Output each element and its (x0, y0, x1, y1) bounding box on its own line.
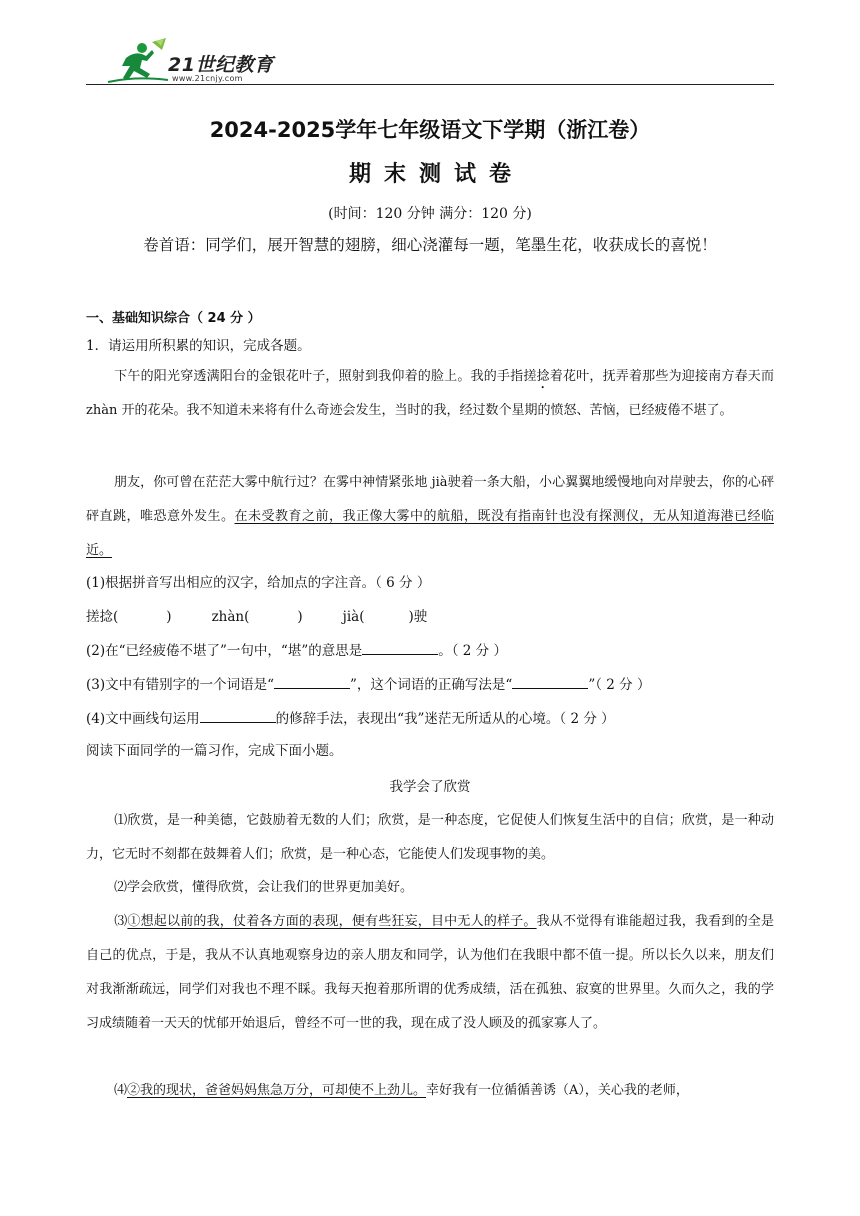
essay-text: 我从不觉得有谁能超过我，我看到的全是自己的优点，于是，我从不认真地观察身边的亲人朋友和同学，认为他们在我眼中都不值一提。所以长久以来，朋友们对我渐渐疏远，同学们对我也不理不睬。我每天抱着那所谓的优秀成绩，活在孤独、寂寞的世界里。久而久之，我的学习成绩随着一天天的忧郁开始退后，曾经不可一世的我，现在成了没人顾及的孤家寡人了。 (86, 914, 774, 1031)
passage-paragraph-2 (86, 466, 774, 568)
answer-blank[interactable] (512, 674, 588, 689)
sub-question-text: ”（ 2 分 ） (588, 677, 651, 693)
time-info: (时间：120 分钟 满分：120 分) (328, 206, 532, 222)
section-heading: 一、基础知识综合（ 24 分 ） (86, 311, 261, 326)
essay-text: 幸好我有一位循循善诱（A），关心我的老师， (426, 1083, 689, 1098)
answer-slot-b: zhàn( (211, 609, 250, 625)
sub-question-text: (2)在“已经疲倦不堪了”一句中，“堪”的意思是 (86, 643, 363, 659)
dotted-char: 捻 (536, 369, 550, 384)
essay-text: ⑵学会欣赏，懂得欣赏，会让我们的世界更加美好。 (114, 880, 414, 895)
exam-title: 2024-2025学年七年级语文下学期（浙江卷） (209, 118, 651, 142)
answer-slot-a: 搓捻( (86, 609, 119, 625)
sub-question-text: (3)文中有错别字的一个词语是“ (86, 677, 275, 693)
passage-text: 着花叶，抚弄着那些为迎接南方春天而 zhàn 开的花朵。我不知道未来将有什么奇迹会发生，当时的我，经过数个星期的愤怒、苦恼，已经疲倦不堪了。 (86, 369, 774, 418)
document-page (86, 0, 774, 1216)
passage-text: 朋友，你可曾在茫茫大雾中航行过？在雾中神情紧张地 jià驶着一条大船，小心翼翼地缓慢地向对岸驶去，你的心砰砰直跳，唯恐意外发生。 (86, 475, 774, 524)
passage-paragraph-1 (86, 360, 774, 428)
pinyin-answer-row (86, 607, 774, 627)
sub-question-2 (86, 640, 774, 661)
answer-slot-c: jià( (342, 609, 365, 625)
reading-intro: 阅读下面同学的一篇习作，完成下面小题。 (86, 743, 343, 759)
paren: ) (297, 609, 303, 625)
brand-name: 21世纪教育 (168, 54, 274, 76)
answer-blank[interactable] (274, 674, 350, 689)
underlined-sentence: 在未受教育之前，我正像大雾中的航船，既没有指南针也没有探测仪，无从知道海港已经临近。 (86, 509, 774, 558)
sub-question-3 (86, 674, 774, 695)
sub-question-text: 。（ 2 分 ） (438, 643, 507, 659)
brand-url: www.21cnjy.com (172, 74, 243, 83)
answer-blank[interactable] (362, 640, 438, 655)
exam-subtitle: 期末测试卷 (348, 162, 524, 187)
header-divider (86, 84, 774, 85)
brand-logo (106, 36, 276, 86)
question-1: 1．请运用所积累的知识，完成各题。 (86, 338, 311, 354)
sub-question-text: (4)文中画线句运用 (86, 711, 200, 727)
sub-question-4 (86, 708, 774, 729)
essay-title: 我学会了欣赏 (389, 779, 471, 795)
essay-paragraph-3 (86, 905, 774, 1041)
paragraph-number: ⑶ (114, 914, 128, 929)
essay-paragraph-4 (86, 1074, 774, 1108)
underlined-sentence: ①想起以前的我，仗着各方面的表现，便有些狂妄，目中无人的样子。 (127, 914, 537, 929)
paren: ) (166, 609, 172, 625)
essay-text: ⑴欣赏，是一种美德，它鼓励着无数的人们；欣赏，是一种态度，它促使人们恢复生活中的自信；欣赏，是一种动力，它无时不刻都在鼓舞着人们；欣赏，是一种心态，它能使人们发现事物的美。 (86, 813, 774, 862)
underlined-sentence: ②我的现状，爸爸妈妈焦急万分，可却使不上劲儿。 (127, 1083, 427, 1098)
paragraph-number: ⑷ (114, 1083, 128, 1098)
sub-question-text: 的修辞手法，表现出“我”迷茫无所适从的心境。（ 2 分 ） (275, 711, 615, 727)
sub-question-text: ”，这个词语的正确写法是“ (350, 677, 513, 693)
essay-paragraph-1 (86, 804, 774, 872)
sub-question-1: (1)根据拼音写出相应的汉字，给加点的字注音。（ 6 分 ） (86, 575, 431, 591)
running-figure-icon (106, 36, 170, 86)
paren: )驶 (408, 609, 428, 625)
essay-paragraph-2 (86, 871, 774, 905)
passage-text: 下午的阳光穿透满阳台的金银花叶子，照射到我仰着的脸上。我的手指搓 (114, 369, 537, 384)
motto: 卷首语：同学们，展开智慧的翅膀，细心浇灌每一题，笔墨生花，收获成长的喜悦！ (143, 236, 717, 254)
answer-blank[interactable] (200, 708, 276, 723)
